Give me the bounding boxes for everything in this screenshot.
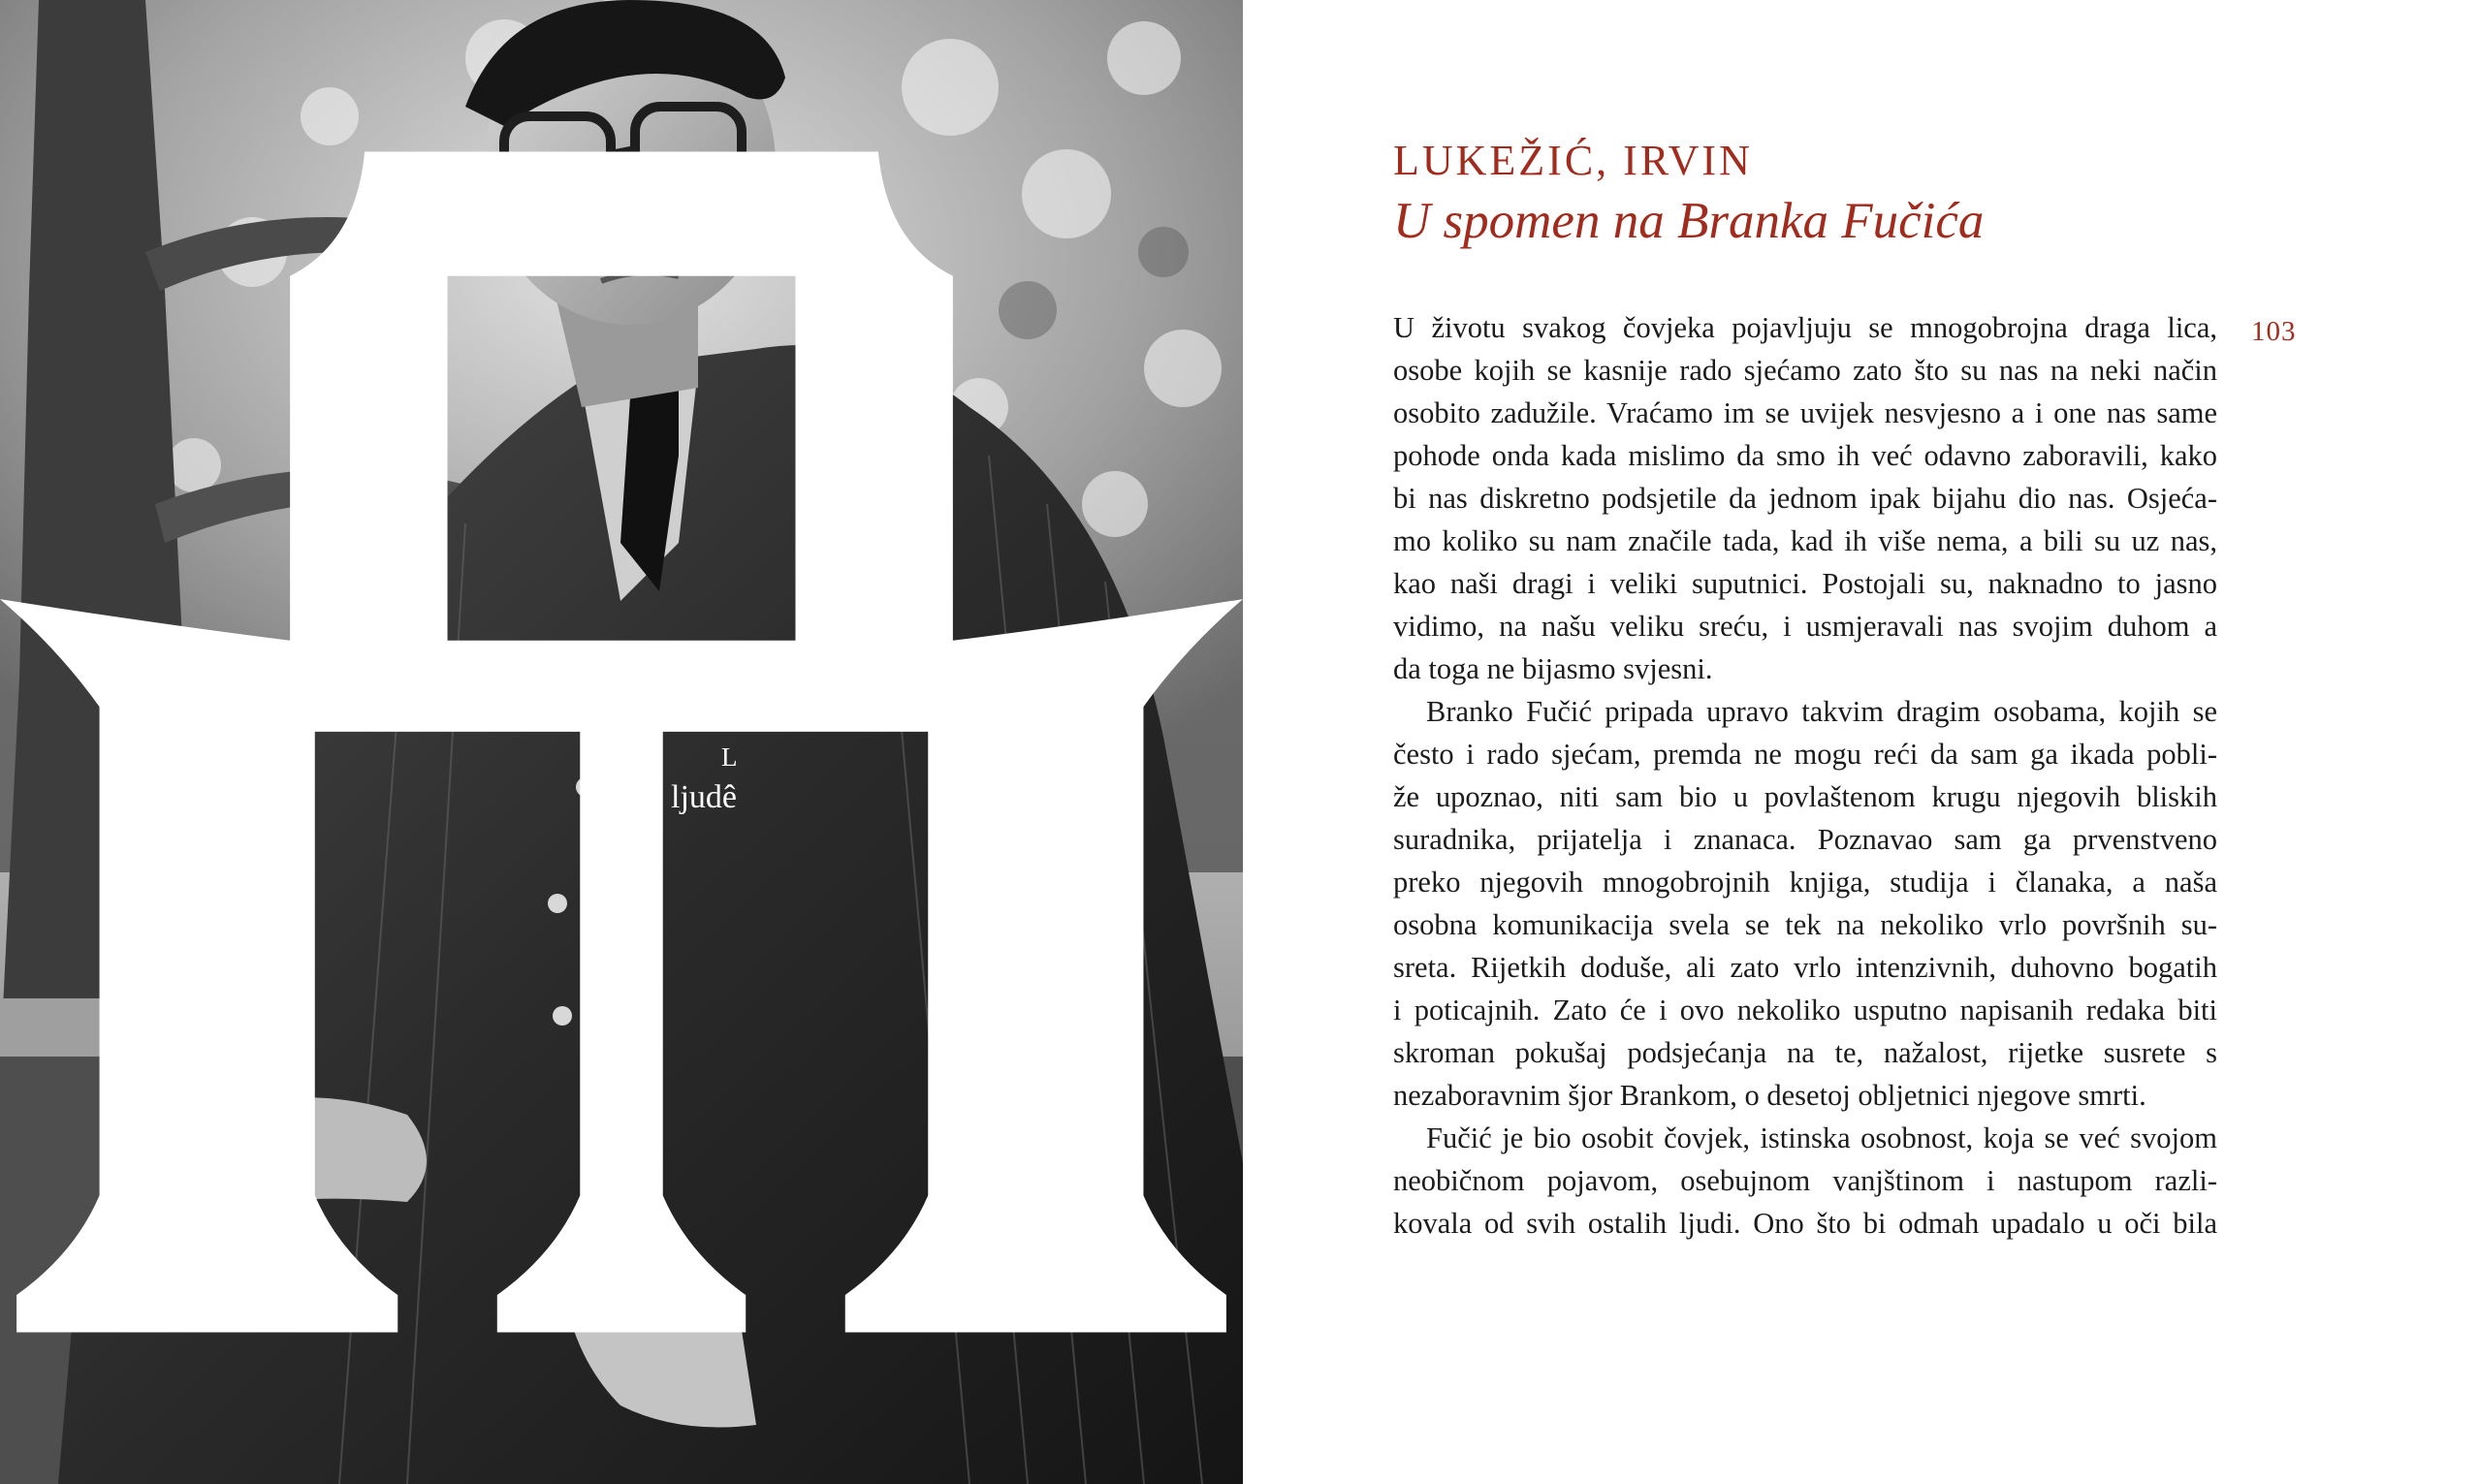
text-line: i poticajnih. Zato će i ovo nekoliko usputno napisanih redaka biti (1393, 994, 2217, 1026)
text-line: Branko Fučić pripada upravo takvim dragim osobama, kojih se (1426, 695, 2217, 728)
text-line: že upoznao, niti sam bio u povlaštenom krugu njegovih bliskih (1393, 780, 2217, 813)
text-line: Fučić je bio osobit čovjek, istinska osobnost, koja se već svojom (1426, 1121, 2217, 1154)
text-line: da toga ne bijasmo svjesni. (1393, 652, 1713, 685)
text-line: pohode onda kada mislimo da smo ih već odavno zaboravili, kako (1393, 439, 2217, 472)
text-line: osobna komunikacija svela se tek na nekoliko vrlo površnih su- (1393, 908, 2217, 941)
text-line: osobe kojih se kasnije rado sjećamo zato što su nas na neki način (1393, 354, 2217, 387)
text-line: bi nas diskretno podsjetile da jednom ipak bijahu dio nas. Osjeća- (1393, 482, 2217, 515)
text-page (1243, 0, 2479, 1484)
page-number: 103 (2251, 316, 2297, 347)
paragraph-2 (1393, 690, 2217, 1117)
text-line: suradnika, prijatelja i znanaca. Poznavao sam ga prvenstveno (1393, 823, 2217, 856)
text-line: neobičnom pojavom, osebujnom vanjštinom i nastupom razli- (1393, 1164, 2217, 1197)
text-line: sreta. Rijetkih doduše, ali zato vrlo intenzivnih, duhovno bogatih (1393, 951, 2217, 984)
author-heading: LUKEŽIĆ, IRVIN (1393, 137, 1753, 184)
text-line: skroman pokušaj podsjećanja na te, nažalost, rijetke susrete s (1393, 1036, 2217, 1069)
article-body (1393, 306, 2217, 1245)
glyph-letter-label: L (721, 742, 739, 772)
glyph-word-label: ljudê (671, 779, 737, 815)
text-line: U životu svakog čovjeka pojavljuju se mnogobrojna draga lica, (1393, 311, 2217, 344)
paragraph-3 (1393, 1117, 2217, 1245)
text-line: mo koliko su nam značile tada, kad ih više nema, a bili su uz nas, (1393, 524, 2217, 557)
paragraph-1 (1393, 306, 2217, 690)
text-line: vidimo, na našu veliku sreću, i usmjeravali nas svojim duhom a (1393, 610, 2217, 643)
text-line: nezaboravnim šjor Brankom, o desetoj obljetnici njegove smrti. (1393, 1079, 2146, 1112)
text-line: često i rado sjećam, premda ne mogu reći da sam ga ikada pobli- (1393, 738, 2217, 771)
text-line: osobito zadužile. Vraćamo im se uvijek nesvjesno a i one nas same (1393, 396, 2217, 429)
text-line: preko njegovih mnogobrojnih knjiga, studija i članaka, a naša (1393, 866, 2217, 899)
text-line: kao naši dragi i veliki suputnici. Postojali su, naknadno to jasno (1393, 567, 2217, 600)
text-line: kovala od svih ostalih ljudi. Ono što bi odmah upadalo u oči bila (1393, 1207, 2217, 1240)
article-title: U spomen na Branka Fučića (1393, 193, 1985, 249)
